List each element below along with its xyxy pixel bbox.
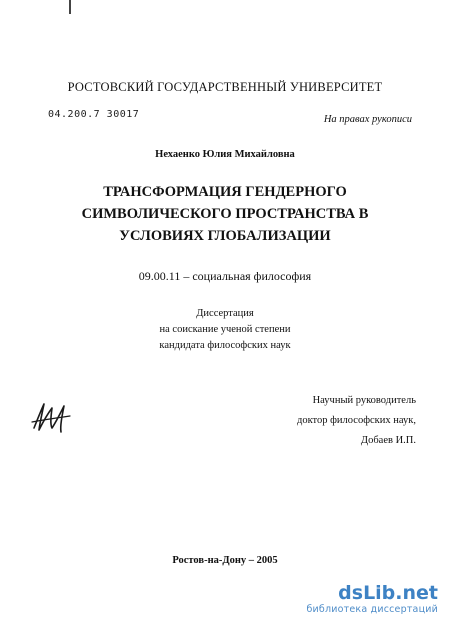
supervisor-line: Добаев И.П. bbox=[360, 435, 416, 446]
supervisor-line: Научный руководитель bbox=[312, 395, 416, 406]
supervisor-line: доктор философских наук, bbox=[297, 415, 416, 426]
degree-line: Диссертация bbox=[196, 308, 254, 319]
title-line: СИМВОЛИЧЕСКОГО ПРОСТРАНСТВА В bbox=[81, 206, 369, 222]
university-name: РОСТОВСКИЙ ГОСУДАРСТВЕННЫЙ УНИВЕРСИТЕТ bbox=[67, 80, 383, 94]
place-and-year: Ростов-на-Дону – 2005 bbox=[172, 555, 278, 566]
signature-icon bbox=[30, 398, 72, 438]
degree-line: кандидата философских наук bbox=[159, 340, 291, 351]
watermark-subtitle: библиотека диссертаций bbox=[306, 604, 438, 615]
dissertation-title bbox=[0, 181, 450, 247]
title-line: УСЛОВИЯХ ГЛОБАЛИЗАЦИИ bbox=[119, 228, 331, 244]
author-name: Нехаенко Юлия Михайловна bbox=[155, 149, 295, 160]
title-line: ТРАНСФОРМАЦИЯ ГЕНДЕРНОГО bbox=[103, 184, 347, 200]
archive-code: 04.200.7 30017 bbox=[48, 109, 140, 120]
watermark-brand: dsLib.net bbox=[338, 582, 438, 604]
degree-statement bbox=[0, 306, 450, 354]
specialty-code: 09.00.11 – социальная философия bbox=[138, 269, 312, 283]
supervisor-block bbox=[297, 391, 416, 451]
scan-mark bbox=[69, 0, 71, 14]
manuscript-note: На правах рукописи bbox=[323, 114, 412, 125]
degree-line: на соискание ученой степени bbox=[159, 324, 291, 335]
watermark bbox=[306, 583, 438, 616]
